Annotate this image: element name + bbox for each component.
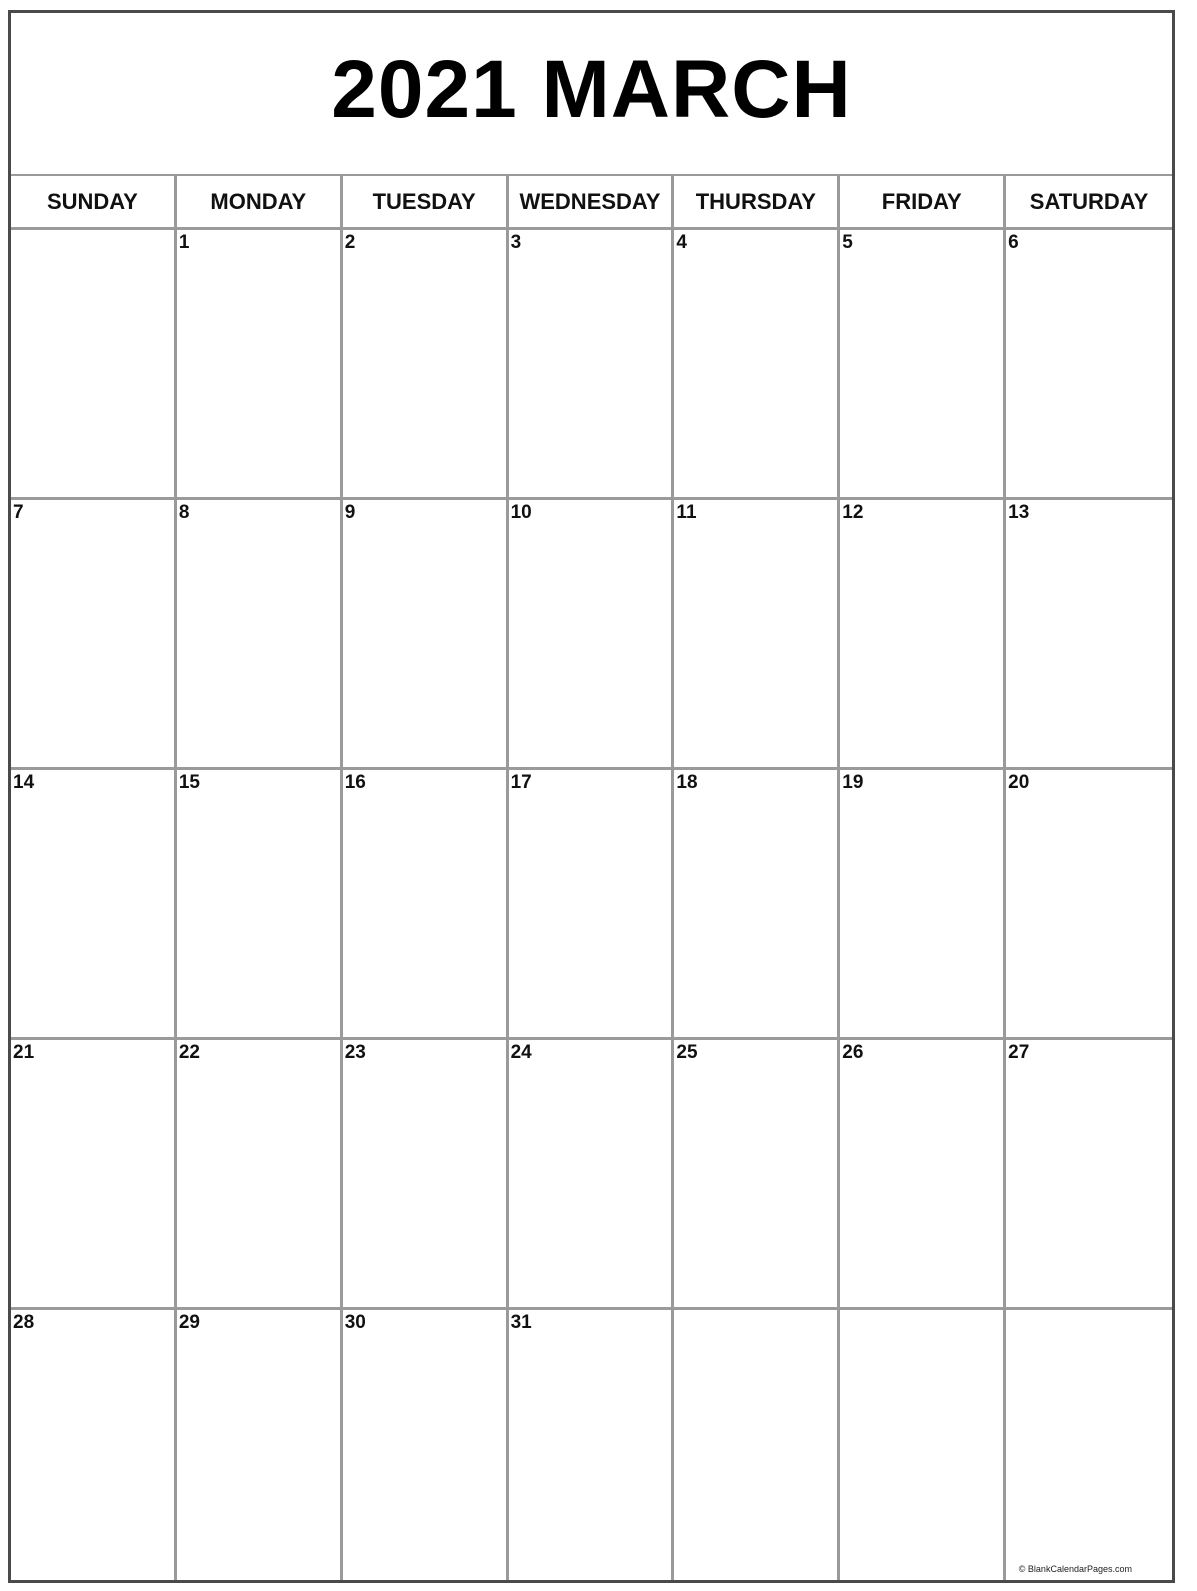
day-number: 13 xyxy=(1008,502,1030,523)
weekday-header-monday: MONDAY xyxy=(177,176,343,230)
day-cell xyxy=(11,770,177,1040)
day-cell xyxy=(343,230,509,500)
weekday-header-tuesday: TUESDAY xyxy=(343,176,509,230)
day-cell xyxy=(11,1310,177,1580)
day-number: 20 xyxy=(1008,772,1030,793)
day-number: 31 xyxy=(510,1312,532,1333)
weekday-header-thursday: THURSDAY xyxy=(674,176,840,230)
day-cell xyxy=(343,770,509,1040)
day-cell xyxy=(674,1310,840,1580)
day-cell xyxy=(11,500,177,770)
day-number: 19 xyxy=(842,772,864,793)
day-cell xyxy=(1006,1310,1172,1580)
day-cell xyxy=(674,500,840,770)
day-number: 22 xyxy=(178,1042,200,1063)
day-cell xyxy=(509,1310,675,1580)
day-cell xyxy=(1006,770,1172,1040)
day-cell xyxy=(1006,1040,1172,1310)
day-number: 10 xyxy=(510,502,532,523)
day-number: 3 xyxy=(510,232,522,253)
day-cell xyxy=(177,1040,343,1310)
day-number: 8 xyxy=(178,502,190,523)
day-cell xyxy=(840,770,1006,1040)
weekday-header-row xyxy=(11,176,1172,230)
day-cell xyxy=(177,500,343,770)
day-cell xyxy=(343,500,509,770)
day-number: 5 xyxy=(842,232,853,253)
day-cell xyxy=(509,1040,675,1310)
day-cell xyxy=(840,1310,1006,1580)
day-number: 24 xyxy=(510,1042,532,1063)
day-number: 23 xyxy=(344,1042,366,1063)
day-number: 6 xyxy=(1008,232,1019,253)
weekday-header-saturday: SATURDAY xyxy=(1006,176,1172,230)
weekday-header-wednesday: WEDNESDAY xyxy=(509,176,675,230)
day-cell xyxy=(674,230,840,500)
credit-text: © BlankCalendarPages.com xyxy=(1018,1564,1132,1574)
day-cell xyxy=(1006,230,1172,500)
day-number: 4 xyxy=(676,232,687,253)
day-cell xyxy=(343,1040,509,1310)
day-number: 12 xyxy=(842,502,864,523)
day-cell xyxy=(840,1040,1006,1310)
day-cell xyxy=(509,230,675,500)
day-number: 16 xyxy=(344,772,366,793)
day-cell xyxy=(509,770,675,1040)
day-cell xyxy=(177,770,343,1040)
weekday-header-friday: FRIDAY xyxy=(840,176,1006,230)
day-cell xyxy=(11,230,177,500)
day-number: 2 xyxy=(344,232,356,253)
day-cell xyxy=(1006,500,1172,770)
day-number: 30 xyxy=(344,1312,366,1333)
day-number: 28 xyxy=(13,1312,35,1333)
day-number: 14 xyxy=(13,772,35,793)
day-number: 9 xyxy=(344,502,356,523)
day-number: 18 xyxy=(676,772,698,793)
day-number: 7 xyxy=(13,502,24,523)
day-cell xyxy=(509,500,675,770)
day-cell xyxy=(177,1310,343,1580)
day-number: 21 xyxy=(13,1042,35,1063)
day-number: 17 xyxy=(510,772,532,793)
day-number: 1 xyxy=(178,232,190,253)
day-cell xyxy=(674,770,840,1040)
day-number: 11 xyxy=(676,502,697,523)
day-grid xyxy=(11,230,1172,1580)
day-number: 26 xyxy=(842,1042,864,1063)
day-number: 29 xyxy=(178,1312,200,1333)
day-cell xyxy=(343,1310,509,1580)
title-bar xyxy=(11,13,1172,176)
page-title: 2021 MARCH xyxy=(331,43,852,135)
calendar-page xyxy=(8,10,1175,1583)
day-cell xyxy=(674,1040,840,1310)
day-number: 15 xyxy=(178,772,200,793)
day-number: 27 xyxy=(1008,1042,1030,1063)
day-number: 25 xyxy=(676,1042,698,1063)
day-cell xyxy=(840,500,1006,770)
day-cell xyxy=(840,230,1006,500)
weekday-header-sunday: SUNDAY xyxy=(11,176,177,230)
day-cell xyxy=(11,1040,177,1310)
day-cell xyxy=(177,230,343,500)
